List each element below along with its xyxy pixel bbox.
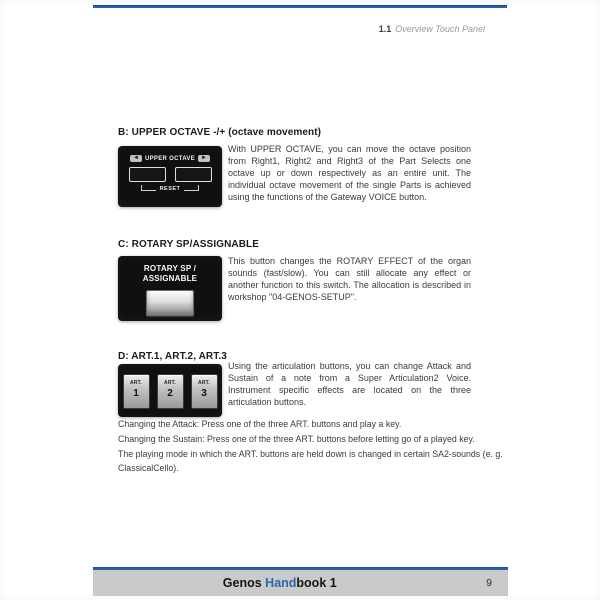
rotary-label-line2: ASSIGNABLE — [142, 273, 198, 283]
header-section-number: 1.1 — [378, 24, 392, 34]
art-2-number: 2 — [167, 388, 173, 399]
art-3-button — [191, 374, 218, 409]
octave-down-icon: ◄ — [130, 155, 142, 162]
header-section-title: Overview Touch Panel — [395, 24, 485, 34]
reset-bracket-left — [141, 185, 156, 191]
footer-bar — [93, 570, 508, 596]
rotary-label-line1: ROTARY SP / — [143, 264, 197, 273]
section-b-body: With UPPER OCTAVE, you can move the octave position from Right1, Right2 and Right3 of the Part Selects one octave up or down respectively as an entire unit. The individual octave movement of the single Parts is achieved using the functions of the Gateway VOICE button. — [228, 144, 471, 202]
section-b-heading: B: UPPER OCTAVE -/+ (octave movement) — [118, 127, 322, 138]
art-2-button — [157, 374, 184, 409]
usage-notes — [118, 417, 510, 476]
art-buttons-row — [118, 364, 222, 409]
rotary-sp-button — [146, 290, 194, 316]
reset-label: RESET — [159, 186, 181, 192]
reset-bracket-right — [184, 185, 199, 191]
rotary-panel-image — [118, 256, 222, 321]
page-number: 9 — [486, 577, 492, 589]
footer-title-genos: Genos — [222, 576, 266, 590]
section-c-heading: C: ROTARY SP/ASSIGNABLE — [118, 239, 260, 250]
footer-title — [223, 570, 337, 596]
art-2-label: ART. — [164, 380, 176, 386]
section-c-body: This button changes the ROTARY EFFECT of the organ sounds (fast/slow). You can still allocate any effect or another function to this switch. The allocation is described in workshop "04-GENOS-SETUP". — [228, 256, 471, 302]
upper-octave-label: UPPER OCTAVE — [144, 155, 196, 162]
reset-row — [118, 185, 222, 191]
playing-mode-note: The playing mode in which the ART. buttons are held down is changed in certain SA2-sounds (e. g. ClassicalCello). — [118, 449, 503, 473]
rotary-label — [118, 256, 222, 283]
art-3-number: 3 — [201, 388, 207, 399]
page-header — [379, 24, 485, 34]
footer-title-hand: Hand — [265, 576, 297, 590]
art-1-button — [123, 374, 150, 409]
octave-minus-button — [129, 167, 166, 182]
octave-plus-button — [175, 167, 212, 182]
art-panel-image — [118, 364, 222, 417]
upper-octave-panel-image — [118, 146, 222, 207]
attack-note: Changing the Attack: Press one of the three ART. buttons and play a key. — [118, 419, 402, 429]
art-3-label: ART. — [198, 380, 210, 386]
art-1-number: 1 — [133, 388, 139, 399]
octave-buttons-row — [118, 167, 222, 182]
section-d-heading: D: ART.1, ART.2, ART.3 — [118, 351, 227, 362]
section-d-body: Using the articulation buttons, you can change Attack and Sustain of a note from a Super Articulation2 Voice. Instrument specific effects are located on the three articulation buttons. — [228, 361, 471, 407]
octave-up-icon: ► — [198, 155, 210, 162]
art-1-label: ART. — [130, 380, 142, 386]
footer-title-book: book 1 — [296, 576, 337, 590]
header-rule — [93, 5, 507, 8]
sustain-note: Changing the Sustain: Press one of the three ART. buttons before letting go of a played key. — [118, 434, 475, 444]
upper-octave-header-row — [118, 146, 222, 162]
